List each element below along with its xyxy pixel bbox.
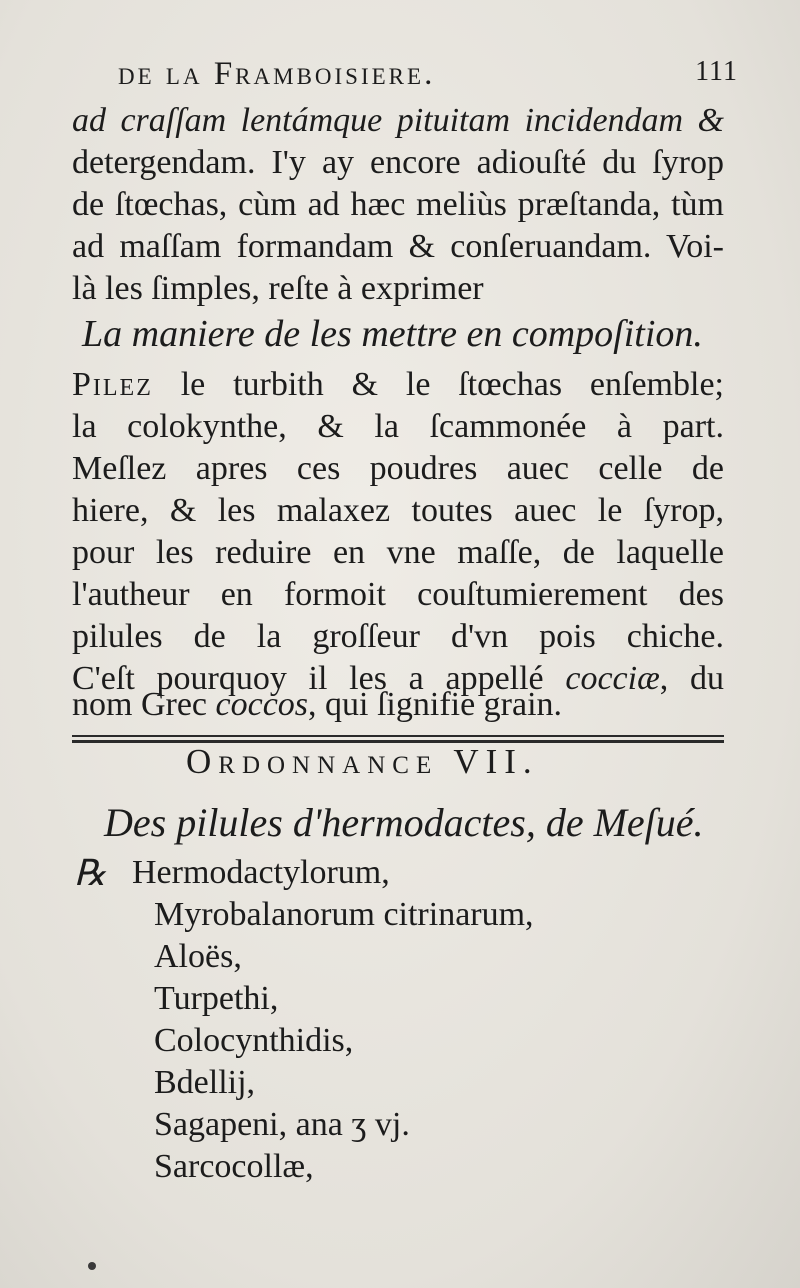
divider-rule xyxy=(72,735,724,737)
ingredient-line: Hermodactylorum, xyxy=(132,854,390,891)
text-line: l'autheur en formoit couſtumierement des xyxy=(72,576,724,613)
ingredient-line: Aloës, xyxy=(154,938,242,975)
text-line: ad maſſam formandam & conſeruandam. Voi- xyxy=(72,228,724,265)
word-coccia: cocciæ xyxy=(565,660,660,697)
text-line: detergendam. I'y ay encore adiouſté du ſyrop xyxy=(72,144,724,181)
page-number: 111 xyxy=(695,56,738,87)
ink-spot xyxy=(88,1262,96,1270)
text-line: hiere, & les malaxez toutes auec le ſyrop, xyxy=(72,492,724,529)
recipe-symbol: ℞ xyxy=(74,853,107,893)
text-line: la colokynthe, & la ſcammonée à part. xyxy=(72,408,724,445)
running-title: de la Framboisiere. xyxy=(118,56,436,92)
ordonnance-heading: Ordonnance VII. xyxy=(186,742,539,781)
text-line: pour les reduire en vne maſſe, de laquelle xyxy=(72,534,724,571)
text-line: de ſtœchas, cùm ad hæc meliùs præſtanda, tùm xyxy=(72,186,724,223)
ingredient-line: Turpethi, xyxy=(154,980,279,1017)
text-line: ad craſſam lentámque pituitam incidendam & xyxy=(72,102,724,139)
ingredient-line: Sarcocollæ, xyxy=(154,1148,314,1185)
ingredient-line: Bdellij, xyxy=(154,1064,256,1101)
running-header xyxy=(118,56,738,96)
text-line: là les ſimples, reſte à exprimer xyxy=(72,270,484,307)
word-coccos: coccos xyxy=(215,686,309,723)
recipe-title: Des pilules d'hermodactes, de Meſué. xyxy=(104,800,704,845)
ingredient-line: Colocynthidis, xyxy=(154,1022,354,1059)
text-line: C'eſt pourquoy il les a appellé cocciæ, du xyxy=(72,660,725,697)
text-line: nom Grec coccos, qui ſignifie grain. xyxy=(72,686,563,723)
section-subheading: La maniere de les mettre en compoſition. xyxy=(82,313,703,355)
text-line: pilules de la groſſeur d'vn pois chiche. xyxy=(72,618,724,655)
text-line: Pilez le turbith & le ſtœchas enſemble; xyxy=(72,366,724,403)
drop-word: Pilez xyxy=(72,366,153,403)
text-line: Meſlez apres ces poudres auec celle de xyxy=(72,450,724,487)
ingredient-line: Myrobalanorum citrinarum, xyxy=(154,896,534,933)
ingredient-line: Sagapeni, ana ʒ vj. xyxy=(154,1106,410,1143)
